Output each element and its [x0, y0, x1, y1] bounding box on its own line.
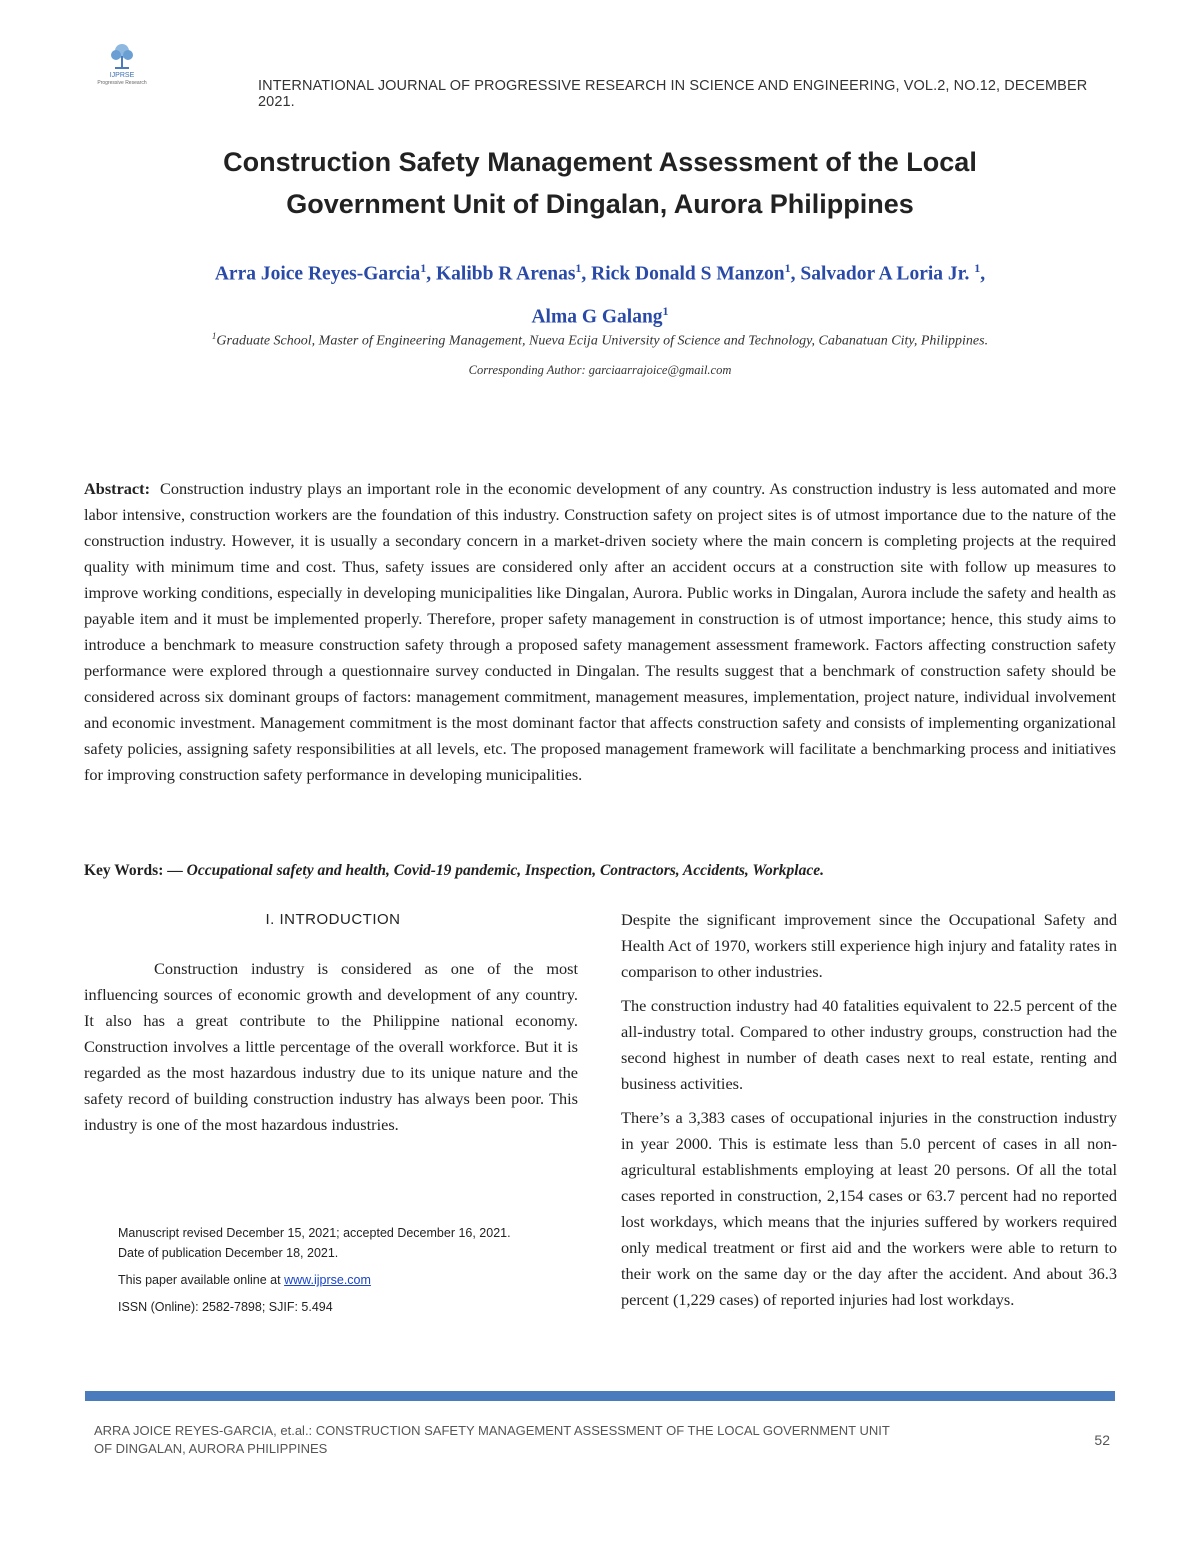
online-prefix: This paper available online at: [118, 1273, 285, 1287]
running-head: INTERNATIONAL JOURNAL OF PROGRESSIVE RESEARCH IN SCIENCE AND ENGINEERING, VOL.2, NO.12, DECEMBER 2021.: [258, 78, 1088, 110]
tree-logo-icon: [109, 42, 135, 72]
author-sup: 1: [420, 261, 427, 275]
author-name: Salvador A Loria Jr.: [800, 263, 975, 285]
paper-title: [100, 141, 1100, 225]
author-name: Alma G Galang: [531, 306, 663, 327]
abstract: [84, 476, 1116, 788]
footer-line-1: ARRA JOICE REYES-GARCIA, et.al.: CONSTRUCTION SAFETY MANAGEMENT ASSESSMENT OF THE LOCAL GOVERNMENT UNIT: [94, 1423, 890, 1438]
keywords-label: Key Words: —: [84, 862, 187, 879]
title-line-1: Construction Safety Management Assessment of the Local: [223, 147, 977, 177]
right-column: [621, 907, 1117, 1321]
footer-line-2: OF DINGALAN, AURORA PHILIPPINES: [94, 1441, 328, 1456]
manuscript-dates: Manuscript revised December 15, 2021; accepted December 16, 2021. Date of publication December 18, 2021.: [118, 1226, 511, 1260]
body-paragraph: There’s a 3,383 cases of occupational injuries in the construction industry in year 2000. This is estimate less than 5.0 percent of cases in all non-agricultural establishments employing at least 20 persons. Of all the total cases reported in construction, 2,154 cases or 63.7 percent had no reported lost workdays, which means that the injuries suffered by workers required only medical treatment or first aid and the workers were able to return to their work on the same day or the day after the accident. And about 36.3 percent (1,229 cases) of reported injuries had lost workdays.: [621, 1108, 1117, 1309]
journal-website-link[interactable]: www.ijprse.com: [284, 1273, 371, 1287]
journal-logo: [92, 42, 152, 102]
intro-paragraph: Construction industry is considered as one of the most influencing sources of economic growth and development of any country. It also has a great contribute to the Philippine national economy. Construction involves a little percentage of the overall workforce. But it is regarded as the most hazardous industry due to its unique nature and the safety record of building construction industry has always been poor. This industry is one of the most hazardous industries.: [84, 959, 578, 1134]
footer-divider: [85, 1391, 1115, 1401]
author-name: Rick Donald S Manzon: [591, 263, 785, 285]
footer-running-title: [94, 1422, 994, 1458]
logo-tagline: Progressive Research: [97, 80, 147, 86]
author-line-1: Arra Joice Reyes-Garcia$^1$, Kalibb R Arenas$^1$, Rick Donald S Manzon$^1$, Salvador A Loria Jr. $^1$,: [214, 261, 986, 285]
footnote: [118, 1223, 518, 1324]
online-availability: [118, 1270, 518, 1290]
keywords-list: Occupational safety and health, Covid-19 pandemic, Inspection, Contractors, Accidents, Workplace.: [186, 862, 824, 879]
keywords: [84, 862, 1116, 880]
abstract-text: Construction industry plays an important role in the economic development of any country. As construction industry is less automated and more labor intensive, construction workers are the foundation of this industry. Construction safety on project sites is of utmost importance due to the nature of the construction industry. However, it is usually a secondary concern in a market-driven society where the main concern is completing projects at the required quality with minimum time and cost. Thus, safety issues are considered only after an accident occurs at a construction site with follow up measures to improve working conditions, especially in developing municipalities like Dingalan, Aurora. Public works in Dingalan, Aurora include the safety and health as payable item and it must be implemented properly. Therefore, proper safety management in construction is of utmost importance; hence, this study aims to introduce a benchmark to measure construction safety through a proposed safety management assessment framework. Factors affecting construction safety performance were explored through a questionnaire survey conducted in Dingalan. The results suggest that a benchmark of construction safety should be considered across six dominant groups of factors: management commitment, management measures, implementation, project nature, individual involvement and economic investment. Management commitment is the most dominant factor that affects construction safety and consists of implementing organizational safety policies, assigning safety responsibilities at all levels, etc. The proposed management framework will facilitate a benchmarking process and initiatives for improving construction safety performance in developing municipalities.: [84, 479, 1116, 784]
author-name: Arra Joice Reyes-Garcia: [214, 263, 421, 285]
author-sup: 1: [974, 261, 981, 275]
author-sup: 1: [662, 303, 669, 318]
logo-name: IJPRSE: [109, 72, 135, 79]
abstract-label: Abstract:: [84, 479, 151, 498]
author-name: Kalibb R Arenas: [435, 263, 576, 285]
left-column: [84, 956, 578, 1138]
section-heading-introduction: I. INTRODUCTION: [265, 911, 401, 928]
issn: ISSN (Online): 2582-7898; SJIF: 5.494: [118, 1300, 333, 1314]
author-line-2: [80, 293, 1120, 336]
author-list: [80, 250, 1120, 335]
author-sup: 1: [784, 261, 791, 275]
affiliation: [80, 331, 1120, 350]
body-paragraph: Despite the significant improvement since the Occupational Safety and Health Act of 1970, workers still experience high injury and fatality rates in comparison to other industries.: [621, 910, 1117, 981]
affiliation-sup: 1: [211, 331, 217, 341]
author-sup: 1: [575, 261, 582, 275]
page-number: 52: [1094, 1432, 1110, 1448]
corresponding-author: Corresponding Author: garciaarrajoice@gmail.com: [468, 363, 732, 377]
title-line-2: Government Unit of Dingalan, Aurora Philippines: [286, 189, 914, 219]
body-paragraph: The construction industry had 40 fatalities equivalent to 22.5 percent of the all-industry total. Compared to other industry groups, construction had the second highest in number of death cases next to real estate, renting and business activities.: [621, 996, 1117, 1093]
affiliation-text: Graduate School, Master of Engineering Management, Nueva Ecija University of Science and Technology, Cabanatuan City, Philippines.: [216, 333, 989, 349]
